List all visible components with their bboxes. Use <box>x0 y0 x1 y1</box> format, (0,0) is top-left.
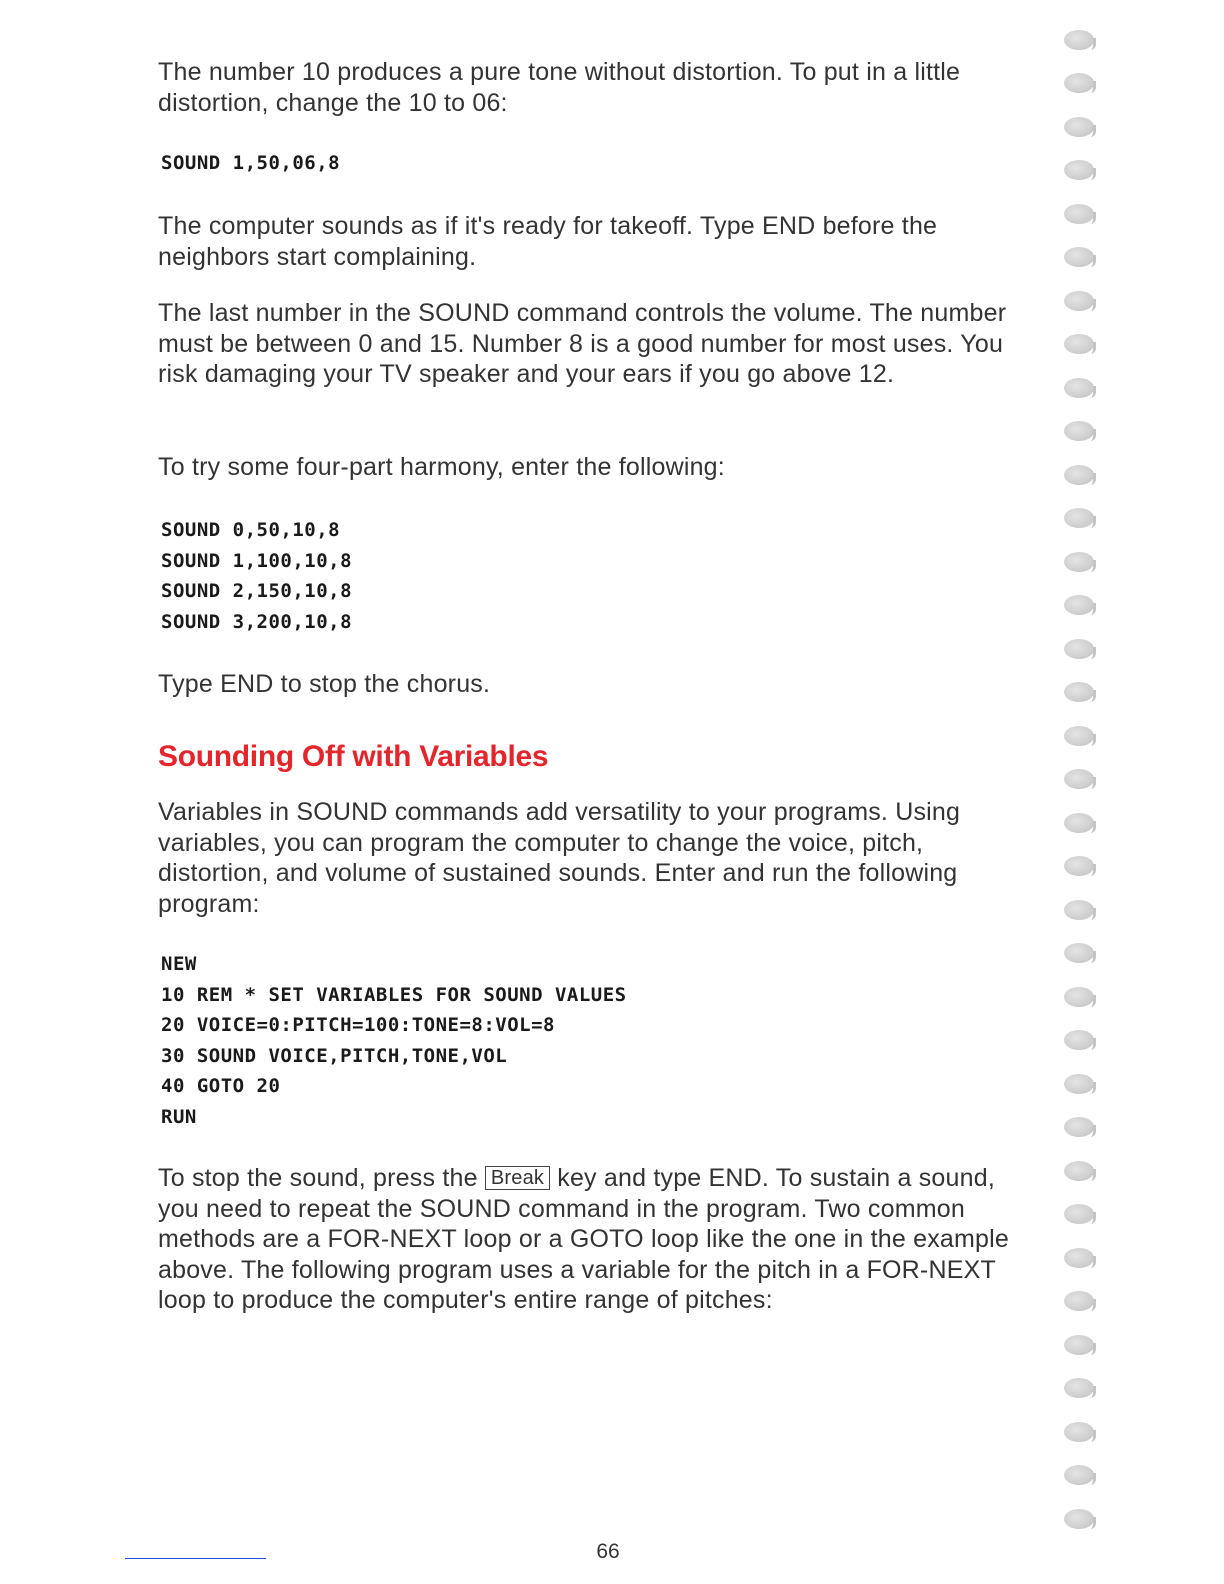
binding-hole-icon <box>1064 1074 1094 1094</box>
code-line: SOUND 2,150,10,8 <box>161 580 353 603</box>
code-line: SOUND 1,50,06,8 <box>161 152 341 174</box>
binding-hole-icon <box>1064 769 1094 789</box>
break-key-label: Break <box>485 1166 550 1190</box>
binding-holes <box>1064 0 1104 1584</box>
paragraph-chorus: Type END to stop the chorus. <box>158 670 491 698</box>
binding-hole-icon <box>1064 595 1094 615</box>
binding-hole-icon <box>1064 856 1094 876</box>
binding-hole-icon <box>1064 421 1094 441</box>
code-line: SOUND 3,200,10,8 <box>161 610 353 633</box>
code-line: SOUND 1,100,10,8 <box>161 549 353 572</box>
code-line: SOUND 0,50,10,8 <box>161 519 341 541</box>
section-heading: Sounding Off with Variables <box>158 740 549 773</box>
binding-hole-icon <box>1064 682 1094 702</box>
binding-hole-icon <box>1064 639 1094 659</box>
binding-hole-icon <box>1064 465 1094 485</box>
paragraph-stop-sound <box>158 1163 1018 1316</box>
code-block-program <box>161 949 627 1133</box>
binding-hole-icon <box>1064 291 1094 311</box>
paragraph-pure-tone: The number 10 produces a pure tone without distortion. To put in a little distortion, change the 10 to 06: <box>158 58 961 117</box>
binding-hole-icon <box>1064 1117 1094 1137</box>
code-block-harmony <box>161 515 352 637</box>
code-line: 30 SOUND VOICE,PITCH,TONE,VOL <box>161 1044 508 1067</box>
binding-hole-icon <box>1064 1422 1094 1442</box>
binding-hole-icon <box>1064 900 1094 920</box>
code-line: RUN <box>161 1105 197 1128</box>
binding-hole-icon <box>1064 552 1094 572</box>
binding-hole-icon <box>1064 1465 1094 1485</box>
code-line: NEW <box>161 953 197 975</box>
binding-hole-icon <box>1064 247 1094 267</box>
binding-hole-icon <box>1064 1335 1094 1355</box>
paragraph-harmony: To try some four-part harmony, enter the following: <box>158 453 725 481</box>
binding-hole-icon <box>1064 73 1094 93</box>
paragraph-volume: The last number in the SOUND command controls the volume. The number must be between 0 and 15. Number 8 is a good number for most uses. You risk damaging your TV speaker and your ears if you go above 12. <box>158 299 1007 388</box>
binding-hole-icon <box>1064 987 1094 1007</box>
binding-hole-icon <box>1064 508 1094 528</box>
binding-hole-icon <box>1064 160 1094 180</box>
binding-hole-icon <box>1064 30 1094 50</box>
binding-hole-icon <box>1064 378 1094 398</box>
binding-hole-icon <box>1064 1509 1094 1529</box>
text-run: key and type END. To sustain a sound, you need to repeat the SOUND command in the program. Two common methods are a FOR-NEXT loop or a GOTO loop like the one in the example above. The following program uses a variable for the pitch in a FOR-NEXT loop to produce the computer's entire range of pitches: <box>158 1164 1009 1314</box>
binding-hole-icon <box>1064 726 1094 746</box>
binding-hole-icon <box>1064 1030 1094 1050</box>
binding-hole-icon <box>1064 204 1094 224</box>
code-line: 20 VOICE=0:PITCH=100:TONE=8:VOL=8 <box>161 1014 555 1037</box>
code-line: 40 GOTO 20 <box>161 1075 281 1098</box>
binding-hole-icon <box>1064 334 1094 354</box>
binding-hole-icon <box>1064 1291 1094 1311</box>
code-line: 10 REM * SET VARIABLES FOR SOUND VALUES <box>161 983 627 1006</box>
text-run: To stop the sound, press the <box>158 1164 485 1192</box>
binding-hole-icon <box>1064 117 1094 137</box>
binding-hole-icon <box>1064 813 1094 833</box>
binding-hole-icon <box>1064 1248 1094 1268</box>
code-block-distortion <box>161 148 340 179</box>
footer-rule <box>125 1558 266 1559</box>
binding-hole-icon <box>1064 1161 1094 1181</box>
page-number: 66 <box>596 1540 620 1563</box>
binding-hole-icon <box>1064 1378 1094 1398</box>
paragraph-variables: Variables in SOUND commands add versatility to your programs. Using variables, you can program the computer to change the voice, pitch, distortion, and volume of sustained sounds. Enter and run the following program: <box>158 798 961 918</box>
binding-hole-icon <box>1064 1204 1094 1224</box>
binding-hole-icon <box>1064 943 1094 963</box>
paragraph-takeoff: The computer sounds as if it's ready for takeoff. Type END before the neighbors start complaining. <box>158 212 938 271</box>
